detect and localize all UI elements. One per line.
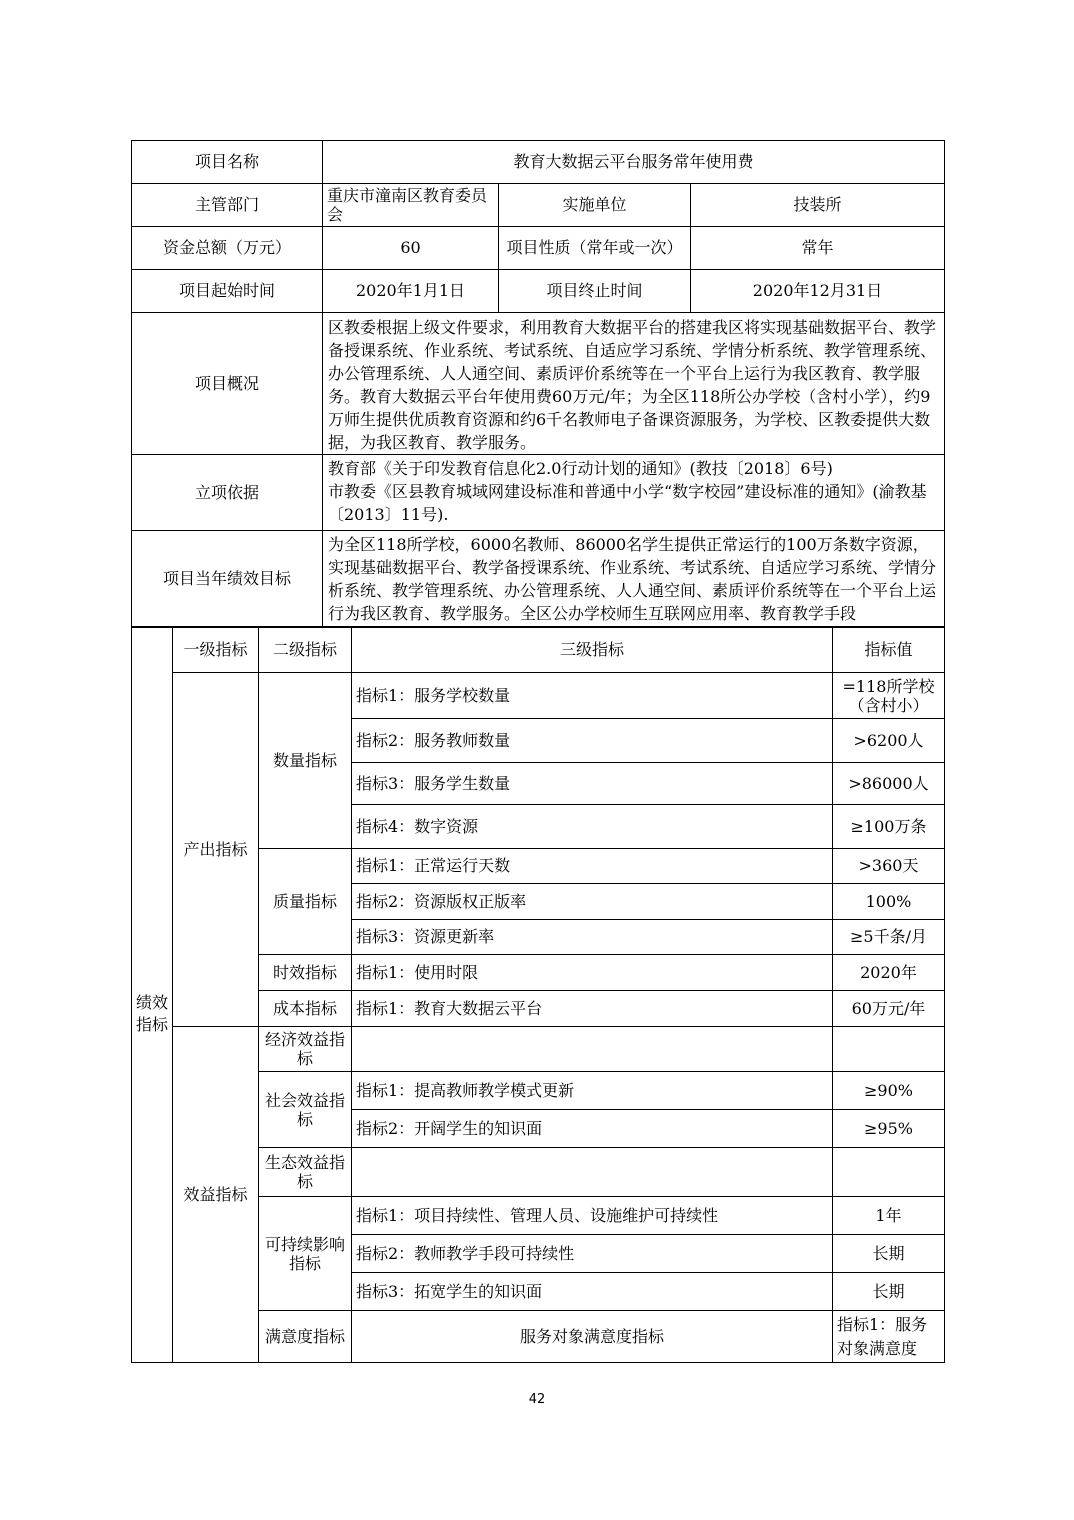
timeliness-indicator-label: 时效指标 bbox=[259, 955, 352, 991]
dept-label: 主管部门 bbox=[132, 184, 323, 227]
end-time-value: 2020年12月31日 bbox=[691, 270, 945, 313]
indicator-value: ≥95% bbox=[833, 1110, 945, 1148]
indicator-value: 1年 bbox=[833, 1197, 945, 1235]
indicator-name: 指标1：提高教师教学模式更新 bbox=[352, 1072, 833, 1110]
header-level3: 三级指标 bbox=[352, 628, 833, 673]
project-nature-label: 项目性质（常年或一次） bbox=[499, 227, 691, 270]
goal-text: 为全区118所学校，6000名教师、86000名学生提供正常运行的100万条数字资源，实现基础数据平台、教学备授课系统、作业系统、考试系统、自适应学习系统、学情分析系统、教学管理系统、办公管理系统、人人通空间、素质评价系统等在一个平台上运行为我区教育、教学服务。全区公办学校师生互联网应用率、教育教学手段 bbox=[323, 531, 945, 627]
indicator-group-label: 绩效指标 bbox=[132, 628, 173, 1363]
indicator-name: 指标1：服务对象满意度 bbox=[833, 1311, 945, 1363]
output-indicator-label: 产出指标 bbox=[173, 673, 259, 1027]
indicator-name: 指标2：资源版权正版率 bbox=[352, 884, 833, 920]
indicator-name: 指标1：正常运行天数 bbox=[352, 849, 833, 884]
indicator-name: 指标3：服务学生数量 bbox=[352, 763, 833, 805]
basis-line-2: 市教委《区县教育城域网建设标准和普通中小学“数字校园”建设标准的通知》(渝教基〔2013〕11号). bbox=[328, 482, 927, 524]
basis-text bbox=[323, 455, 945, 531]
impl-unit-value: 技装所 bbox=[691, 184, 945, 227]
indicator-value: >360天 bbox=[833, 849, 945, 884]
basis-label: 立项依据 bbox=[132, 455, 323, 531]
indicator-name-empty bbox=[352, 1027, 833, 1072]
fund-total-label: 资金总额（万元） bbox=[132, 227, 323, 270]
goal-label: 项目当年绩效目标 bbox=[132, 531, 323, 627]
social-benefit-label: 社会效益指标 bbox=[259, 1072, 352, 1148]
project-info-table bbox=[131, 140, 945, 627]
header-value: 指标值 bbox=[833, 628, 945, 673]
indicator-name: 指标3：拓宽学生的知识面 bbox=[352, 1273, 833, 1311]
indicator-name: 指标1：服务学校数量 bbox=[352, 673, 833, 719]
impl-unit-label: 实施单位 bbox=[499, 184, 691, 227]
indicator-value: =118所学校（含村小） bbox=[833, 673, 945, 719]
sustainability-label: 可持续影响指标 bbox=[259, 1197, 352, 1311]
economic-benefit-label: 经济效益指标 bbox=[259, 1027, 352, 1072]
start-time-value: 2020年1月1日 bbox=[323, 270, 499, 313]
project-name-value: 教育大数据云平台服务常年使用费 bbox=[323, 141, 945, 184]
indicator-value: 2020年 bbox=[833, 955, 945, 991]
indicator-value: 长期 bbox=[833, 1235, 945, 1273]
indicator-name: 指标2：开阔学生的知识面 bbox=[352, 1110, 833, 1148]
indicator-value: >6200人 bbox=[833, 719, 945, 763]
dept-value: 重庆市潼南区教育委员会 bbox=[323, 184, 499, 227]
eco-benefit-label: 生态效益指标 bbox=[259, 1148, 352, 1197]
indicator-value: ≥100万条 bbox=[833, 805, 945, 849]
satisfaction-level2-label: 服务对象满意度指标 bbox=[352, 1311, 833, 1363]
indicator-value: 60万元/年 bbox=[833, 991, 945, 1027]
end-time-label: 项目终止时间 bbox=[499, 270, 691, 313]
start-time-label: 项目起始时间 bbox=[132, 270, 323, 313]
quality-indicator-label: 质量指标 bbox=[259, 849, 352, 955]
indicator-name: 指标1：使用时限 bbox=[352, 955, 833, 991]
indicator-name: 指标1：教育大数据云平台 bbox=[352, 991, 833, 1027]
header-level2: 二级指标 bbox=[259, 628, 352, 673]
indicator-name: 指标3：资源更新率 bbox=[352, 920, 833, 955]
indicator-value: >86000人 bbox=[833, 763, 945, 805]
indicator-name: 指标2：教师教学手段可持续性 bbox=[352, 1235, 833, 1273]
overview-text: 区教委根据上级文件要求，利用教育大数据平台的搭建我区将实现基础数据平台、教学备授课系统、作业系统、考试系统、自适应学习系统、学情分析系统、教学管理系统、办公管理系统、人人通空间、素质评价系统等在一个平台上运行为我区教育、教学服务。教育大数据云平台年使用费60万元/年；为全区118所公办学校（含村小学），约9万师生提供优质教育资源和约6千名教师电子备课资源服务，为学校、区教委提供大数据，为我区教育、教学服务。 bbox=[323, 313, 945, 455]
project-nature-value: 常年 bbox=[691, 227, 945, 270]
indicator-name-empty bbox=[352, 1148, 833, 1197]
basis-line-1: 教育部《关于印发教育信息化2.0行动计划的通知》(教技〔2018〕6号) bbox=[328, 459, 833, 478]
indicator-name: 指标4：数字资源 bbox=[352, 805, 833, 849]
indicator-name: 指标1：项目持续性、管理人员、设施维护可持续性 bbox=[352, 1197, 833, 1235]
indicator-value: ≥5千条/月 bbox=[833, 920, 945, 955]
benefit-indicator-label: 效益指标 bbox=[173, 1027, 259, 1363]
indicator-value: 100% bbox=[833, 884, 945, 920]
indicator-value: 长期 bbox=[833, 1273, 945, 1311]
indicator-name: 指标2：服务教师数量 bbox=[352, 719, 833, 763]
project-name-label: 项目名称 bbox=[132, 141, 323, 184]
performance-indicators-table bbox=[131, 627, 945, 1363]
cost-indicator-label: 成本指标 bbox=[259, 991, 352, 1027]
indicator-value-empty bbox=[833, 1027, 945, 1072]
indicator-value: ≥90% bbox=[833, 1072, 945, 1110]
fund-total-value: 60 bbox=[323, 227, 499, 270]
quantity-indicator-label: 数量指标 bbox=[259, 673, 352, 849]
indicator-value-empty bbox=[833, 1148, 945, 1197]
overview-label: 项目概况 bbox=[132, 313, 323, 455]
header-level1: 一级指标 bbox=[173, 628, 259, 673]
satisfaction-level1-label: 满意度指标 bbox=[259, 1311, 352, 1363]
page-number: 42 bbox=[528, 1392, 546, 1407]
